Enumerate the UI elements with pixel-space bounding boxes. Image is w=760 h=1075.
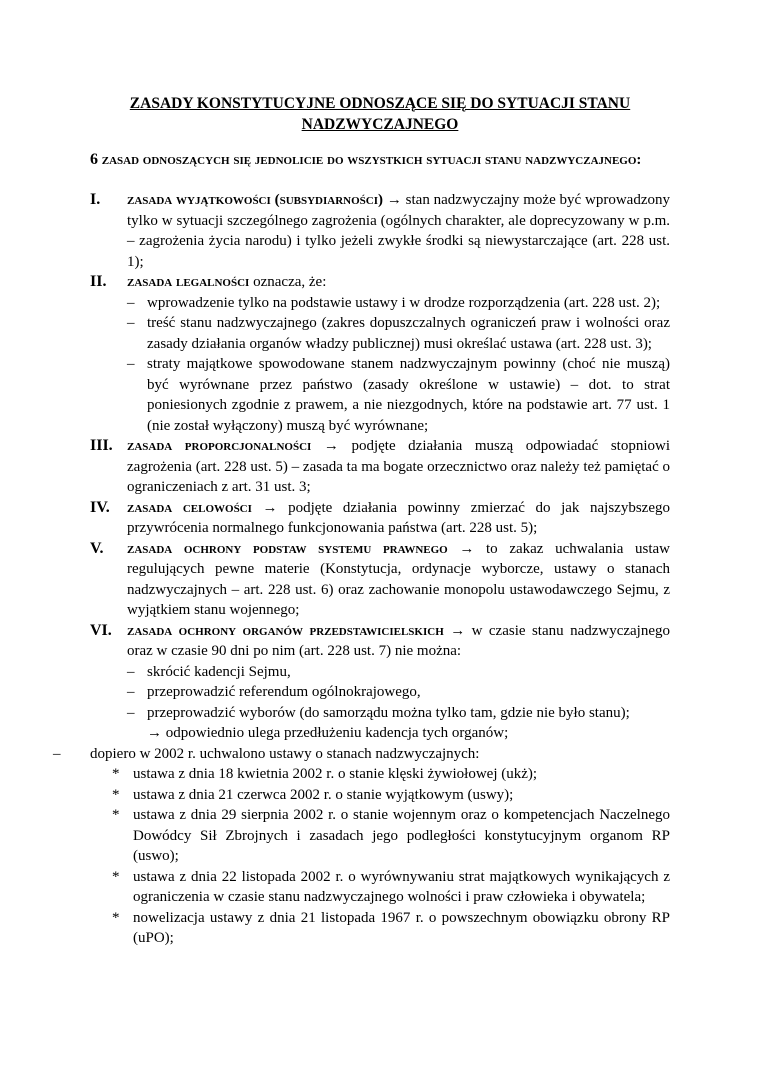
principle-text: → podjęte działania powinny zmierzać do jak najszybszego przywrócenia normalnego funkcjonowania państwa (art. 228 ust. 5); (127, 499, 670, 536)
list-item-text: przeprowadzić wyborów (do samorządu można tylko tam, gdzie nie było stanu); (147, 704, 630, 721)
principle-text: oznacza, że: (249, 274, 327, 290)
principle-name: zasada wyjątkowości (subsydiarności) (127, 192, 384, 208)
principle-numeral: III. (90, 437, 113, 454)
intro-line (90, 150, 670, 171)
page-title: ZASADY KONSTYTUCYJNE ODNOSZĄCE SIĘ DO SYTUACJI STANU NADZWYCZAJNEGO (129, 95, 631, 133)
list-item (127, 313, 670, 354)
dash-marker: – (127, 684, 135, 700)
principle-text: → podjęte działania muszą odpowiadać stopniowi zagrożenia (art. 228 ust. 5) – zasada ta ma bogate orzecznictwo oraz należy też pamiętać o ograniczeniach z art. 31 ust. 3; (127, 438, 670, 495)
list-item-text: wprowadzenie tylko na podstawie ustawy i w drodze rozporządzenia (art. 228 ust. 2); (147, 294, 661, 311)
list-item (110, 764, 670, 785)
intro-number: 6 (90, 151, 98, 168)
star-marker: * (112, 766, 120, 782)
principle-2-items (127, 293, 670, 437)
list-item (110, 785, 670, 806)
principle-text: → w czasie stanu nadzwyczajnego oraz w czasie 90 dni po nim (art. 228 ust. 7) nie można: (127, 622, 671, 659)
principle-name: zasada proporcjonalności (127, 438, 312, 454)
dash-marker: – (127, 356, 135, 372)
principle-name: zasada celowości (127, 499, 252, 516)
principle-numeral: VI. (90, 621, 112, 639)
principle-numeral: V. (90, 539, 104, 557)
principle-name: zasada ochrony organów przedstawicielskich (127, 622, 444, 639)
principle-6-items (127, 662, 670, 724)
list-item (127, 293, 670, 314)
list-item-text: ustawa z dnia 18 kwietnia 2002 r. o stanie klęski żywiołowej (ukż); (133, 766, 538, 782)
star-marker: * (112, 868, 120, 885)
principle-text: → stan nadzwyczajny może być wprowadzony tylko w sytuacji szczególnego zagrożenia (ogólnych charakter, ale doprecyzowany w p.m. – zagrożenia życia narodu) i tylko jeżeli zwykłe środki są niewystarczające (art. 228 ust. 1); (127, 192, 670, 270)
principle-1 (90, 190, 670, 272)
list-item-text: skrócić kadencji Sejmu, (147, 663, 291, 680)
laws-list (110, 764, 670, 949)
list-item (127, 703, 670, 724)
principle-numeral: IV. (90, 498, 110, 516)
list-item-text: ustawa z dnia 21 czerwca 2002 r. o stanie wyjątkowym (uswy); (133, 786, 514, 803)
principle-name: zasada ochrony podstaw systemu prawnego (127, 540, 448, 557)
list-item (110, 867, 670, 908)
list-item (127, 662, 670, 683)
list-item (110, 805, 670, 867)
dash-marker: – (127, 315, 135, 331)
list-item (110, 908, 670, 949)
dash-marker: – (127, 704, 135, 721)
intro-text: zasad odnoszących się jednolicie do wszystkich sytuacji stanu nadzwyczajnego: (101, 152, 642, 168)
dash-marker: – (53, 745, 61, 762)
principle-4 (90, 498, 670, 539)
dash-marker: – (127, 663, 135, 680)
laws-intro (53, 744, 670, 765)
list-item-text: przeprowadzić referendum ogólnokrajowego, (147, 684, 421, 700)
list-item-text: straty majątkowe spowodowane stanem nadzwyczajnym powinny (choć nie muszą) być wyrównane przez państwo (zasady określone w ustawie) – dot. to strat poniesionych zgodnie z prawem, a nie niezgodnych, które na podstawie art. 77 ust. 1 (nie został wyłączony) muszą być wyrównane; (147, 356, 670, 434)
principle-text: → to zakaz uchwalania ustaw regulujących pewne materie (Konstytucja, ordynacje wyborcze, ustawy o stanach nadzwyczajnych – art. 228 ust. 6) oraz zachowanie monopolu ustawodawczego Sejmu, z wyjątkiem stanu wojennego; (127, 540, 671, 618)
principle-numeral: I. (90, 191, 101, 208)
list-item (127, 354, 670, 436)
principles-list (53, 190, 671, 949)
list-item-text: ustawa z dnia 22 listopada 2002 r. o wyrównywaniu strat majątkowych wynikających z ograniczenia w czasie stanu nadzwyczajnego wolności i praw człowieka i obywatela; (133, 868, 670, 905)
star-marker: * (112, 786, 120, 803)
list-item (127, 682, 670, 703)
principle-6 (90, 621, 670, 744)
list-item-text: treść stanu nadzwyczajnego (zakres dopuszczalnych ograniczeń praw i wolności oraz zasady działania organów władzy publicznej) musi określać ustawa (art. 228 ust. 3); (147, 315, 670, 352)
laws-intro-text: dopiero w 2002 r. uchwalono ustawy o stanach nadzwyczajnych: (90, 745, 480, 762)
principle-5 (90, 539, 670, 621)
arrow-note: → odpowiednio ulega przedłużeniu kadencja tych organów; (147, 725, 509, 741)
principle-2 (90, 272, 670, 436)
principle-numeral: II. (90, 273, 107, 290)
dash-marker: – (127, 294, 135, 311)
principle-name: zasada legalności (127, 274, 250, 290)
laws-list-wrapper (90, 764, 670, 949)
list-item-text: nowelizacja ustawy z dnia 21 listopada 1967 r. o powszechnym obowiązku obrony RP (uPO); (133, 909, 670, 946)
star-marker: * (112, 807, 120, 823)
principle-3 (90, 436, 670, 498)
star-marker: * (112, 909, 120, 926)
list-item-text: ustawa z dnia 29 sierpnia 2002 r. o stanie wojennym oraz o kompetencjach Naczelnego Dowódcy Sił Zbrojnych i zasadach jego podległości konstytucyjnym organom RP (uswo); (133, 807, 670, 864)
